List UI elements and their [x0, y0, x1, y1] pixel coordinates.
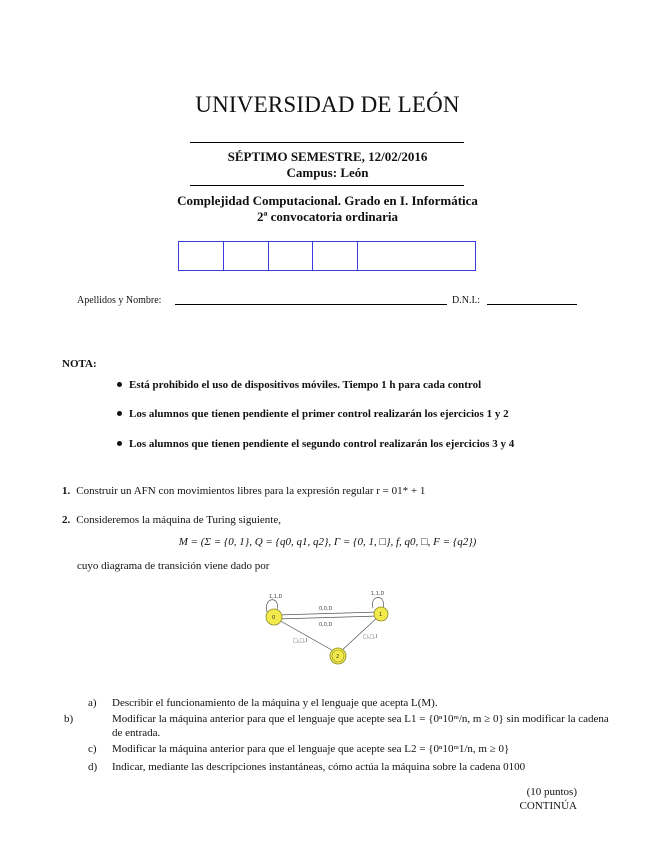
transition-diagram: [255, 590, 405, 665]
part-b: [64, 712, 612, 740]
part-a: [88, 696, 588, 710]
part-label: d): [88, 761, 98, 773]
part-text: Indicar, mediante las descripciones instantáneas, cómo actúa la máquina sobre la cadena 0100: [112, 761, 526, 773]
note-item-1: [117, 379, 481, 391]
loop-q1-label: 1,1,D: [371, 591, 385, 597]
exercise-text: Construir un AFN con movimientos libres para la expresión regular r = 01* + 1: [76, 485, 426, 497]
machine-formula: M = (Σ = {0, 1}, Q = {q0, q1, q2}, Γ = {0, 1, □}, f, q0, □, F = {q2}): [178, 536, 477, 548]
note-item-2: [117, 408, 509, 420]
score-cell-3[interactable]: [269, 242, 313, 270]
part-label: a): [88, 697, 97, 709]
dni-label: D.N.I.:: [452, 295, 481, 306]
exercise-1: [62, 485, 425, 497]
state-q2-label: 2: [336, 654, 340, 660]
edge-q1-q0-label: 0,0,D: [319, 622, 333, 628]
note-item-text: Los alumnos que tienen pendiente el segundo control realizarán los ejercicios 3 y 4: [129, 438, 515, 450]
exercise-intro: Consideremos la máquina de Turing siguiente,: [76, 514, 281, 526]
university-title: UNIVERSIDAD DE LEÓN: [195, 92, 460, 117]
part-d: [88, 760, 588, 774]
score-cell-2[interactable]: [224, 242, 269, 270]
note-title: NOTA:: [62, 358, 97, 370]
bottom-rule: [190, 185, 464, 186]
part-text: Modificar la máquina anterior para que el lenguaje que acepte sea L1 = {0ⁿ10ᵐ/n, m ≥ 0} sin modificar la cadena de entrada.: [112, 713, 609, 739]
part-c: [88, 742, 588, 756]
edge-q1-q2-label: □,□,I: [363, 634, 378, 640]
score-cell-1[interactable]: [179, 242, 224, 270]
course-line: Complejidad Computacional. Grado en I. Informática: [177, 193, 478, 208]
note-item-text: Está prohibido el uso de dispositivos móviles. Tiempo 1 h para cada control: [129, 379, 482, 391]
part-text: Modificar la máquina anterior para que el lenguaje que acepte sea L2 = {0ⁿ10ᵐ1/n, m ≥ 0}: [112, 743, 510, 755]
top-rule: [190, 142, 464, 143]
name-label: Apellidos y Nombre:: [77, 295, 162, 306]
exercise-number: 1.: [62, 485, 71, 497]
loop-q1: [372, 598, 383, 609]
points-label: (10 puntos): [526, 786, 577, 798]
diagram-caption: cuyo diagrama de transición viene dado por: [77, 560, 270, 572]
part-label: b): [64, 713, 74, 725]
bullet-icon: [117, 441, 122, 446]
call-line: 2ª convocatoria ordinaria: [256, 209, 399, 224]
semester-line: SÉPTIMO SEMESTRE, 12/02/2016: [227, 149, 428, 164]
score-grid: [178, 241, 476, 271]
continue-label: CONTINÚA: [519, 800, 577, 812]
note-item-text: Los alumnos que tienen pendiente el primer control realizarán los ejercicios 1 y 2: [129, 408, 509, 420]
edge-q0-q1: [277, 612, 379, 615]
part-label: c): [88, 743, 97, 755]
edge-q0-q2-label: □,□,I: [293, 638, 308, 644]
part-text: Describir el funcionamiento de la máquina y el lenguaje que acepta L(M).: [112, 697, 438, 709]
bullet-icon: [117, 382, 122, 387]
note-item-3: [117, 438, 514, 450]
exercise-number: 2.: [62, 514, 71, 526]
bullet-icon: [117, 411, 122, 416]
campus-line: Campus: León: [286, 165, 369, 180]
dni-field-line[interactable]: [487, 304, 577, 305]
name-field-line[interactable]: [175, 304, 447, 305]
state-q0-label: 0: [272, 615, 276, 621]
score-cell-total[interactable]: [358, 242, 475, 270]
edge-q0-q1-label: 0,0,D: [319, 606, 333, 612]
state-q1-label: 1: [379, 612, 383, 618]
loop-q0-label: 1,1,D: [269, 594, 283, 600]
score-cell-4[interactable]: [313, 242, 358, 270]
edge-q1-q0: [277, 616, 379, 619]
exercise-2: [62, 514, 281, 526]
